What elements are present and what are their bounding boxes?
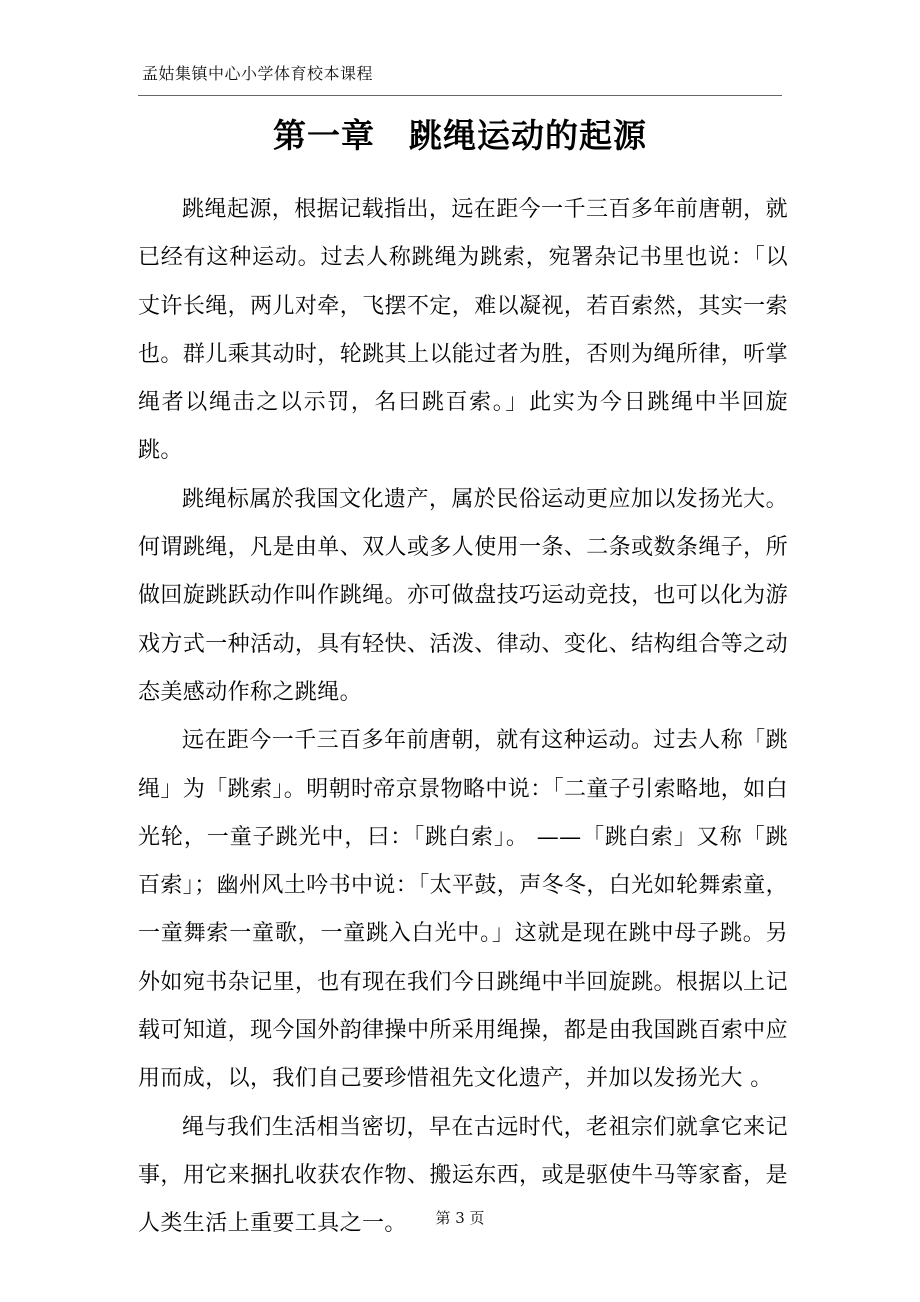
paragraph: 远在距今一千三百多年前唐朝，就有这种运动。过去人称「跳绳」为「跳索」。明朝时帝京景物略中说：「二童子引索略地，如白光轮，一童子跳光中，曰：「跳白索」。 ——「跳白索」又称「跳百索」；幽州风土吟书中说：「太平鼓，声冬冬，白光如轮舞索童，一童舞索一童歌，一童跳入白光中。」这就是现在跳中母子跳。另外如宛书杂记里，也有现在我们今日跳绳中半回旋跳。根据以上记载可知道，现今国外韵律操中所采用绳操，都是由我国跳百索中应用而成，以，我们自己要珍惜祖先文化遗产，并加以发扬光大 。	[138, 728, 789, 1092]
header-rule	[138, 95, 782, 96]
paragraph: 跳绳起源，根据记载指出，远在距今一千三百多年前唐朝，就已经有这种运动。过去人称跳绳为跳索，宛署杂记书里也说：「以丈许长绳，两儿对牵，飞摆不定，难以凝视，若百索然，其实一索也。群儿乘其动时，轮跳其上以能过者为胜，否则为绳所律，听掌绳者以绳击之以示罚，名曰跳百索。」此实为今日跳绳中半回旋跳。	[138, 197, 788, 464]
chapter-title: 第一章 跳绳运动的起源	[273, 116, 647, 155]
body-text	[138, 186, 788, 1249]
running-header: 孟姑集镇中心小学体育校本课程	[142, 64, 374, 83]
paragraph: 跳绳标属於我国文化遗产，属於民俗运动更应加以发扬光大。何谓跳绳，凡是由单、双人或多人使用一条、二条或数条绳子，所做回旋跳跃动作叫作跳绳。亦可做盘技巧运动竞技，也可以化为游戏方式一种活动，具有轻快、活泼、律动、变化、结构组合等之动态美感动作称之跳绳。	[138, 486, 788, 705]
paragraph: 绳与我们生活相当密切，早在古远时代，老祖宗们就拿它来记事，用它来捆扎收获农作物、搬运东西，或是驱使牛马等家畜，是人类生活上重要工具之一。	[138, 1114, 788, 1237]
page-number: 第 3 页	[435, 1209, 485, 1227]
